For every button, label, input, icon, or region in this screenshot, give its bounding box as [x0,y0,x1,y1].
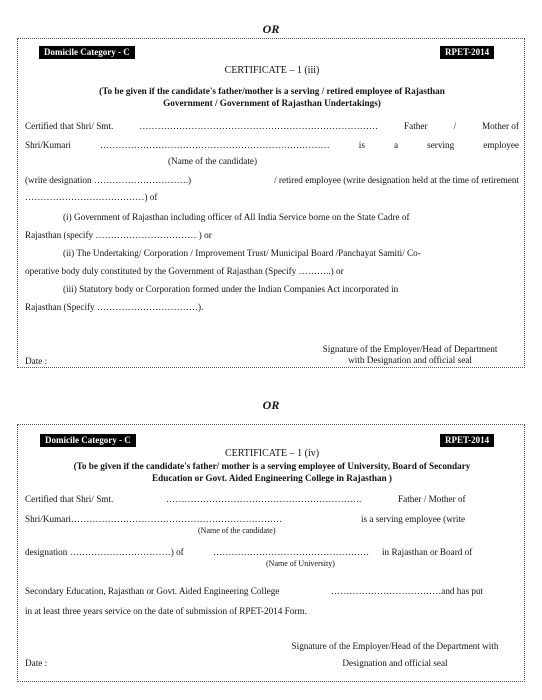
employer-signature-line-2: Designation and official seal [342,658,448,668]
date-label: Date : [25,658,48,668]
option-ii-line-1: (ii) The Undertaking/ Corporation / Improvement Trust/ Municipal Board /Panchayat Samiti/ Co- [63,248,421,258]
certificate-heading-line-1: (To be given if the candidate's father/mother is a serving / retired employee of Rajasthan [99,86,445,96]
father-mother-of-text: Father / Mother of [398,494,466,504]
certify-label: Certified that Shri/ Smt. [25,494,114,504]
domicile-category-badge: Domicile Category - C [39,46,135,59]
retirement-designation-blank: …………………………………) of [25,192,158,202]
service-duration-text: in at least three years service on the date of submission of RPET-2014 Form. [25,606,307,616]
certificate-1-iv [17,424,525,682]
candidate-name-blank: ………………………………………………………………… [100,140,330,150]
shri-kumari-label: Shri/Kumari [25,140,71,150]
option-iii-line-2: Rajasthan (Specify ……………………………). [25,302,204,312]
designation-blank: (write designation ………………………….) [25,175,192,185]
university-name-blank: …………………………………………… [213,547,370,557]
exam-badge: RPET-2014 [440,46,494,59]
option-i-line-1: (i) Government of Rajasthan including officer of All India Service borne on the State Cadre of [63,212,410,222]
university-name-note: (Name of University) [266,559,335,568]
word-a: a [394,140,399,150]
domicile-category-badge: Domicile Category - C [40,434,136,447]
candidate-name-note: (Name of the candidate) [168,156,258,166]
certificate-heading-line-1: (To be given if the candidate's father/ mother is a serving employee of University, Board of Secondary [73,461,471,471]
employer-signature-line-1: Signature of the Employer/Head of Department [322,344,498,354]
option-iii-line-1: (iii) Statutory body or Corporation formed under the Indian Companies Act incorporated in [63,284,399,294]
option-i-line-2: Rajasthan (specify …………………………… ) or [25,230,212,240]
certificate-title: CERTIFICATE – 1 (iv) [224,448,320,459]
certify-line-1 [25,120,519,132]
rajasthan-board-text: in Rajasthan or Board of [382,547,473,557]
employer-signature-line-1: Signature of the Employer/Head of the Department with [291,641,499,651]
date-label: Date : [25,356,48,366]
secondary-education-text: Secondary Education, Rajasthan or Govt. Aided Engineering College [25,586,280,596]
retired-designation-text: / retired employee (write designation held at the time of retirement [274,175,519,185]
certificate-title: CERTIFICATE – 1 (iii) [224,65,320,76]
word-serving: serving [427,140,455,150]
certify-line-2 [25,139,519,151]
word-is: is [358,140,365,150]
parent-name-blank: …………………………………………………………………… [139,121,379,131]
parent-name-blank: ………………………………………………………. [166,494,362,504]
certify-label: Certified that Shri/ Smt. [25,121,114,131]
or-separator-top: OR [262,22,280,36]
word-employee: employee [483,140,519,150]
certificate-1-iii [17,38,525,368]
or-separator-middle: OR [262,398,280,412]
certificate-heading-line-2: Government / Government of Rajasthan Undertakings) [163,98,381,108]
option-ii-line-2: operative body duly constituted by the Government of Rajasthan (Specify ………..) or [25,266,344,276]
college-blank-and-has-put: ………………………………and has put [331,586,484,596]
serving-employee-text: is a serving employee (write [361,514,466,524]
designation-line [25,174,519,186]
slash-sep: / [453,121,457,131]
father-word: Father [404,121,428,131]
designation-blank: designation ……………………………) of [25,547,184,557]
certificate-heading-line-2: Education or Govt. Aided Engineering College in Rajasthan ) [151,473,392,483]
candidate-name-note: (Name of the candidate) [198,526,276,535]
candidate-name-blank: Shri/Kumari…………………………………………………………… [25,514,283,524]
mother-of-word: Mother of [481,121,519,131]
employer-signature-line-2: with Designation and official seal [348,355,472,365]
exam-badge: RPET-2014 [440,434,494,447]
